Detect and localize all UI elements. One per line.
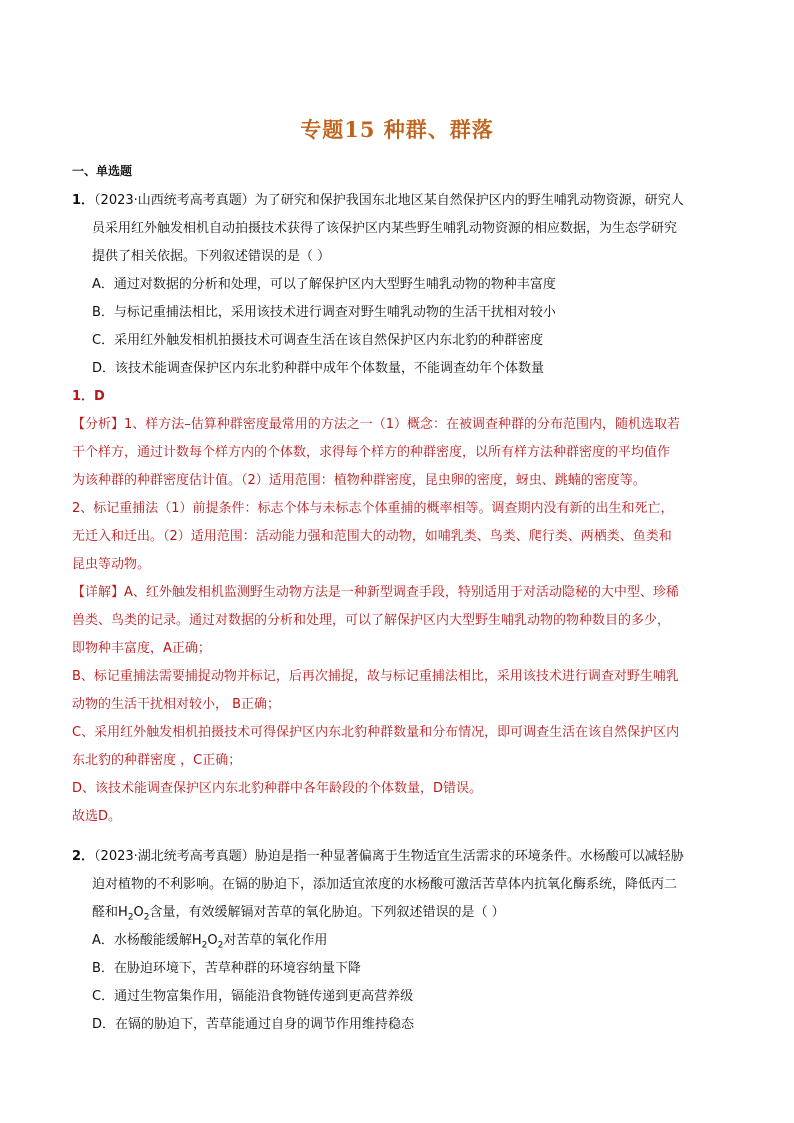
detail-line-5: 动物的生活干扰相对较小， B正确； — [72, 697, 281, 712]
detail-line-8: D、该技术能调查保护区内东北豹种群中各年龄段的个体数量，D错误。 — [72, 781, 483, 796]
question-2 — [72, 843, 722, 1039]
option-c: C．采用红外触发相机拍摄技术可调查生活在该自然保护区内东北豹的种群密度 — [92, 333, 544, 348]
answer-line: 1．D — [72, 389, 105, 404]
stem-text: O — [133, 905, 144, 920]
question-1-stem-line-3: 提供了相关依据。下列叙述错误的是（ ） — [92, 249, 331, 264]
option-a — [72, 927, 722, 955]
detail-line-4: B、标记重捕法需要捕捉动物并标记，后再次捕捉，故与标记重捕法相比，采用该技术进行调查对野生哺乳 — [72, 669, 679, 684]
analysis-line-3: 为该种群的种群密度估计值。（2）适用范围：植物种群密度，昆虫卵的密度，蚜虫、跳蝻的密度等。 — [72, 473, 646, 488]
option-d: D．在镉的胁迫下，苦草能通过自身的调节作用维持稳态 — [92, 1017, 415, 1032]
detail-line-9: 故选D。 — [72, 809, 122, 824]
subscript: 2 — [201, 940, 208, 951]
detail-line-3: 即物种丰富度，A正确； — [72, 641, 211, 656]
analysis-line-2: 干个样方，通过计数每个样方内的个体数，求得每个样方的种群密度，以所有样方法种群密度的平均值作 — [72, 445, 671, 460]
question-source: （2023·山西统考高考真题） — [94, 193, 255, 208]
option-b: B．与标记重捕法相比，采用该技术进行调查对野生哺乳动物的生活干扰相对较小 — [92, 305, 556, 320]
question-2-stem-line-1 — [72, 843, 722, 871]
question-stem-text: 胁迫是指一种显著偏离于生物适宜生活需求的环境条件。水杨酸可以减轻胁 — [254, 849, 684, 864]
page-title: 专题15 种群、群落 — [300, 117, 494, 142]
subscript: 2 — [217, 940, 224, 951]
subscript: 2 — [143, 912, 150, 923]
stem-text: 醛和H — [92, 905, 128, 920]
detail-line-2: 兽类、鸟类的记录。通过对数据的分析和处理，可以了解保护区内大型野生哺乳动物的物种数目的多少， — [72, 613, 671, 628]
answer-section — [72, 383, 722, 831]
question-source: （2023·湖北统考高考真题） — [94, 849, 255, 864]
option-text: A．水杨酸能缓解H — [92, 933, 202, 948]
question-number: 2． — [72, 849, 95, 864]
analysis-line-5: 无迁入和迁出。（2）适用范围：活动能力强和范围大的动物，如哺乳类、鸟类、爬行类、两栖类、鱼类和 — [72, 529, 672, 544]
detail-line-1: 【详解】A、红外触发相机监测野生动物方法是一种新型调查手段，特别适用于对活动隐秘的大中型、珍稀 — [72, 585, 679, 600]
analysis-line-4: 2、标记重捕法（1）前提条件：标志个体与未标志个体重捕的概率相等。调查期内没有新的出生和死亡， — [72, 501, 674, 516]
analysis-line-6: 昆虫等动物。 — [72, 557, 151, 572]
option-c: C．通过生物富集作用，镉能沿食物链传递到更高营养级 — [92, 989, 414, 1004]
subscript: 2 — [127, 912, 134, 923]
stem-text: 含量，有效缓解镉对苦草的氧化胁迫。下列叙述错误的是（ ） — [149, 905, 505, 920]
section-heading: 一、单选题 — [72, 164, 133, 178]
option-b: B．在胁迫环境下，苦草种群的环境容纳量下降 — [92, 961, 361, 976]
detail-line-7: 东北豹的种群密度 ，C正确； — [72, 753, 242, 768]
analysis-line-1: 【分析】1、样方法–估算种群密度最常用的方法之一（1）概念：在被调查种群的分布范围内，随机选取若 — [72, 417, 681, 432]
option-text: O — [207, 933, 218, 948]
question-2-stem-line-3 — [72, 899, 722, 927]
question-number: 1． — [72, 193, 95, 208]
question-1-stem-line-1 — [72, 187, 722, 215]
question-stem-text: 为了研究和保护我国东北地区某自然保护区内的野生哺乳动物资源，研究人 — [254, 193, 684, 208]
question-1 — [72, 187, 722, 383]
option-a: A．通过对数据的分析和处理，可以了解保护区内大型野生哺乳动物的物种丰富度 — [92, 277, 556, 292]
question-2-stem-line-2: 迫对植物的不利影响。在镉的胁迫下，添加适宜浓度的水杨酸可激活苦草体内抗氧化酶系统，降低丙二 — [92, 877, 678, 892]
option-text: 对苦草的氧化作用 — [223, 933, 328, 948]
option-d: D．该技术能调查保护区内东北豹种群中成年个体数量，不能调查幼年个体数量 — [92, 361, 545, 376]
detail-line-6: C、采用红外触发相机拍摄技术可得保护区内东北豹种群数量和分布情况，即可调查生活在该自然保护区内 — [72, 725, 680, 740]
question-1-stem-line-2: 员采用红外触发相机自动拍摄技术获得了该保护区内某些野生哺乳动物资源的相应数据，为生态学研究 — [92, 221, 678, 236]
